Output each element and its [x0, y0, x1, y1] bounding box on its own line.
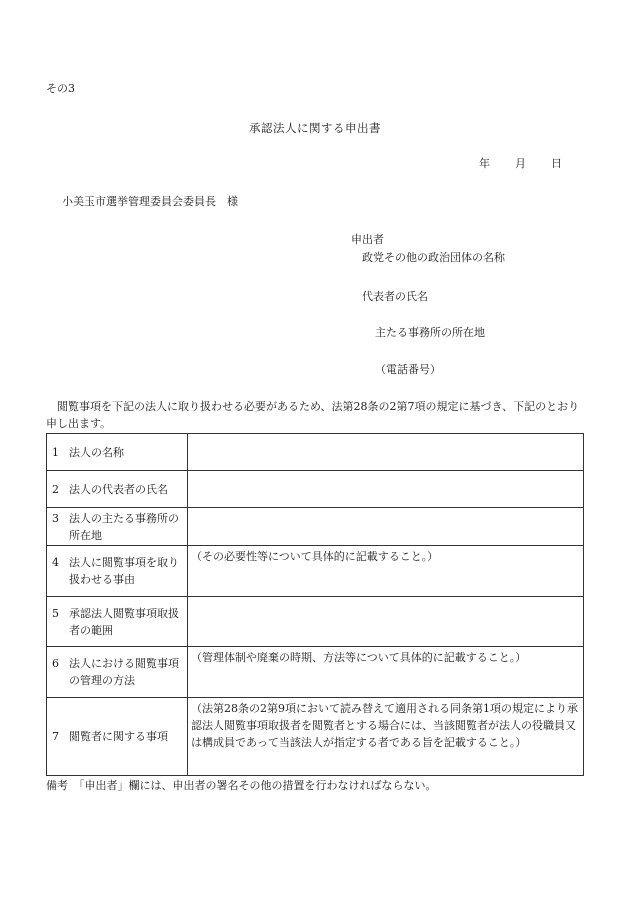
- row-value-field[interactable]: （法第28条の2第9項において読み替えて適用される同条第1項の規定により承認法人閲覧事項取扱者を閲覧者とする場合には、当該閲覧者が法人の役職員又は構成員であって当該法人が指定する者である旨を記載すること。）: [188, 698, 584, 776]
- table-row: [47, 597, 584, 647]
- row-value-field[interactable]: [188, 434, 584, 471]
- table-row: [47, 698, 584, 776]
- row-label: 4 法人に閲覧事項を取り扱わせる事由: [47, 546, 188, 597]
- row-value-field[interactable]: [188, 508, 584, 546]
- applicant-label: 申出者: [351, 233, 384, 246]
- row-label: 6 法人における閲覧事項の管理の方法: [47, 647, 188, 698]
- form-number: その3: [46, 82, 75, 95]
- row-value-field[interactable]: [188, 597, 584, 647]
- date-month: 月: [515, 157, 526, 170]
- table-row: [47, 508, 584, 546]
- row-label: 7 閲覧者に関する事項: [47, 698, 188, 776]
- applicant-rep-name-label: 代表者の氏名: [362, 290, 428, 303]
- row-label: 1 法人の名称: [47, 434, 188, 471]
- row-label: 3 法人の主たる事務所の所在地: [47, 508, 188, 546]
- applicant-phone-label: （電話番号）: [375, 363, 441, 376]
- row-label: 2 法人の代表者の氏名: [47, 471, 188, 508]
- info-table: [46, 433, 584, 776]
- row-value-field[interactable]: [188, 471, 584, 508]
- date-line: [479, 155, 562, 171]
- row-label: 5 承認法人閲覧事項取扱者の範囲: [47, 597, 188, 647]
- applicant-org-name-label: 政党その他の政治団体の名称: [362, 251, 505, 264]
- document-title: 承認法人に関する申出書: [249, 121, 381, 135]
- table-row: [47, 471, 584, 508]
- table-row: [47, 546, 584, 597]
- row-value-field[interactable]: （管理体制や廃棄の時期、方法等について具体的に記載すること。）: [188, 647, 584, 698]
- date-year: 年: [479, 157, 490, 170]
- intro-paragraph: 閲覧事項を下記の法人に取り扱わせる必要があるため、法第28条の2第7項の規定に基づき、下記のとおり申し出ます。: [46, 400, 580, 430]
- addressee: 小美玉市選挙管理委員会委員長 様: [62, 195, 238, 208]
- table-row: [47, 434, 584, 471]
- table-row: [47, 647, 584, 698]
- row-value-field[interactable]: （その必要性等について具体的に記載すること。）: [188, 546, 584, 597]
- applicant-office-label: 主たる事務所の所在地: [375, 326, 485, 339]
- date-day: 日: [551, 157, 562, 170]
- remarks-note: 備考 「申出者」欄には、申出者の署名その他の措置を行わなければならない。: [46, 779, 437, 792]
